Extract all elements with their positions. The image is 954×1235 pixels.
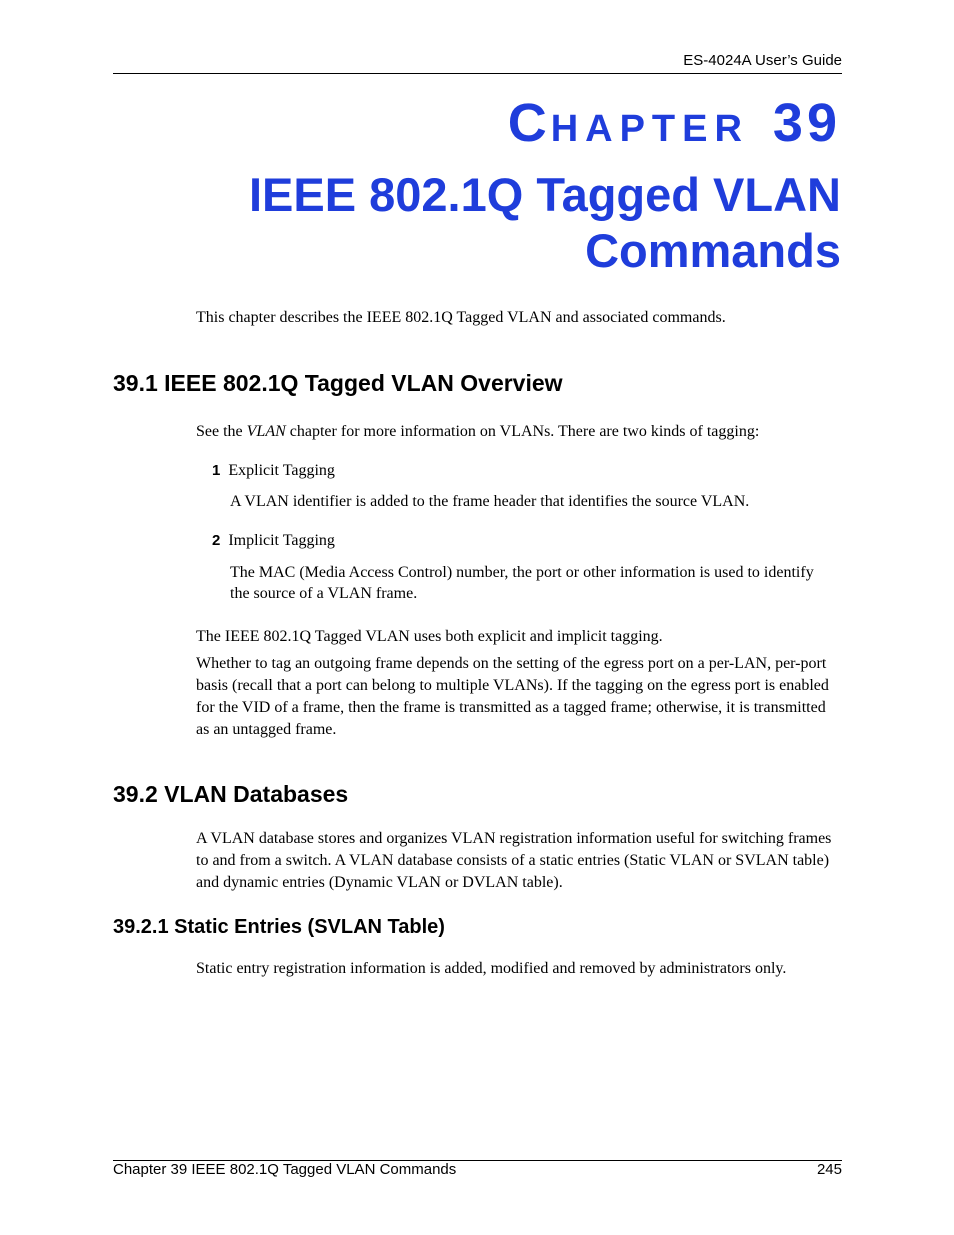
chapter-title <box>141 167 841 279</box>
list-item-title: Implicit Tagging <box>228 532 335 549</box>
list-item-number: 1 <box>212 462 221 479</box>
chapter-label-initial: C <box>507 93 551 153</box>
vlan-chapter-reference: VLAN <box>246 423 286 440</box>
section-heading-39-2: 39.2 VLAN Databases <box>113 781 349 807</box>
tagging-summary-paragraph: The IEEE 802.1Q Tagged VLAN uses both explicit and implicit tagging. <box>196 628 663 645</box>
egress-paragraph: Whether to tag an outgoing frame depends on the setting of the egress port on a per-LAN, per-port basis (recall that a port can belong to multiple VLANs). If the tagging on the egress port is enabled for the VID of a frame, then the frame is transmitted as a tagged frame; otherwise, it is transmitted as an untagged frame. <box>196 655 829 738</box>
overview-text-pre: See the <box>196 423 247 440</box>
list-item-2-body: The MAC (Media Access Control) number, the port or other information is used to identify the source of a VLAN frame. <box>230 564 814 602</box>
overview-text-post: chapter for more information on VLANs. There are two kinds of tagging: <box>285 423 760 440</box>
section-heading-39-1: 39.1 IEEE 802.1Q Tagged VLAN Overview <box>113 370 563 396</box>
list-item-number: 2 <box>212 532 221 549</box>
list-item-1-body: A VLAN identifier is added to the frame header that identifies the source VLAN. <box>230 493 750 510</box>
chapter-number: 39 <box>772 93 841 153</box>
list-item-2-title <box>212 532 335 550</box>
chapter-label-rest: HAPTER <box>550 108 749 150</box>
subsection-heading-39-2-1: 39.2.1 Static Entries (SVLAN Table) <box>113 916 445 938</box>
vlan-database-paragraph: A VLAN database stores and organizes VLAN registration information useful for switching frames to and from a switch. A VLAN database consists of a static entries (Static VLAN or SVLAN table) and dynamic entries (Dynamic VLAN or DVLAN table). <box>196 830 832 891</box>
chapter-title-line-1: IEEE 802.1Q Tagged VLAN <box>248 168 841 221</box>
list-item-title: Explicit Tagging <box>228 462 335 479</box>
intro-paragraph: This chapter describes the IEEE 802.1Q Tagged VLAN and associated commands. <box>196 309 726 326</box>
overview-paragraph <box>196 421 842 443</box>
footer-chapter-title: Chapter 39 IEEE 802.1Q Tagged VLAN Commands <box>113 1161 457 1178</box>
running-header-title: ES-4024A User’s Guide <box>683 52 842 69</box>
list-item-1-title <box>212 462 335 480</box>
header-rule <box>113 73 842 74</box>
static-entries-paragraph: Static entry registration information is added, modified and removed by administrators only. <box>196 960 787 977</box>
page-number: 245 <box>816 1161 842 1178</box>
chapter-title-line-2: Commands <box>585 224 841 277</box>
chapter-label <box>507 93 841 153</box>
